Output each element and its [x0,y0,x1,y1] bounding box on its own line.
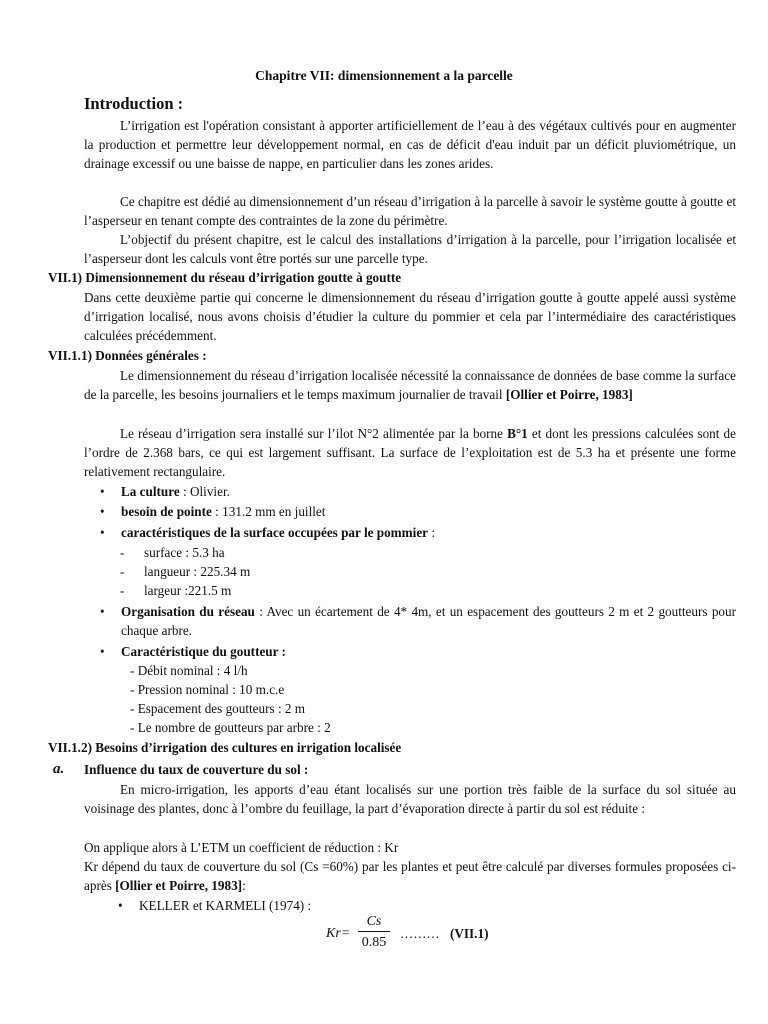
bullet-label: caractéristiques de la surface occupées par le pommier [121,525,429,540]
reseau-text-end: et dont les pressions calculées sont de l’ordre de 2.368 bars, ce qui est largement suffisant. La surface de l’exploitation est de 5.3 ha et présente une forme relativement rectangulaire. [84,426,736,479]
equation-lhs-symbol: Kr [326,926,341,941]
dash-marker: - [120,545,125,560]
bullet-icon: • [100,525,105,540]
fraction-bar [358,931,390,932]
reseau-text: Le réseau d’irrigation sera installé sur l’ilot N°2 alimentée par la borne [120,426,508,441]
goutteur-nombre: - Le nombre de goutteurs par arbre : 2 [130,720,331,735]
equation-leader-dots: ……… [400,926,440,941]
donnees-text: Le dimensionnement du réseau d’irrigation localisée nécessité la connaissance de données de base comme la surface de la parcelle, les besoins journaliers et le temps maximum journalier de travail [84,368,736,402]
intro-paragraph-3: L’objectif du présent chapitre, est le calcul des installations d’irrigation à la parcelle, pour l’irrigation localisée et l’asperseur dont les calculs vont être portés sur une parcelle type. [84,232,736,266]
donnees-paragraph-2 [84,424,736,481]
intro-paragraph-1: L’irrigation est l'opération consistant à apporter artificiellement de l’eau à des végétaux cultivés pour en augmenter la production et permettre leur développement normal, en cas de déficit d'eau induit par un déficit pluviométrique, un drainage excessif ou une baisse de nappe, en particulier dans les zones arides. [84,118,736,171]
equation-equals: = [340,926,351,941]
subsection-letter: a. [53,761,65,777]
borne-label: B°1 [507,426,528,441]
bullet-label: La culture [121,484,180,499]
bullet-value: KELLER et KARMELI (1974) : [139,898,312,913]
kr-text-end: : [242,878,246,893]
kr-text: Kr dépend du taux de couverture du sol (Cs =60%) par les plantes et peut être calculé par diverses formules proposées ci-après [84,859,736,893]
subsection-title: Influence du taux de couverture du sol : [84,762,309,777]
micro-irrigation-paragraph: En micro-irrigation, les apports d’eau étant localisés sur une portion très faible de la surface du sol située au voisinage des plantes, donc à l’ombre du feuillage, la part d’évaporation directe à partir du sol est réduite : [84,782,736,816]
section-heading-vii-1-2: VII.1.2) Besoins d’irrigation des cultures en irrigation localisée [48,740,402,755]
bullet-icon: • [100,644,105,659]
citation-ollier-2: [Ollier et Poirre, 1983] [115,878,243,893]
kr-paragraph [84,857,736,895]
donnees-paragraph-1 [84,366,736,404]
goutteur-pression: - Pression nominal : 10 m.c.e [130,682,285,697]
equation-numerator: Cs [366,914,382,929]
intro-paragraph-2: Ce chapitre est dédié au dimensionnement d’un réseau d’irrigation à la parcelle à savoir le système goutte à goutte et l’asperseur en tenant compte des contraintes de la zone du périmètre. [84,194,736,228]
bullet-icon: • [100,604,105,619]
equation-fraction [356,912,392,952]
bullet-icon: • [100,484,105,499]
chapter-title: Chapitre VII: dimensionnement a la parcelle [255,68,513,83]
equation-number: (VII.1) [450,926,489,941]
bullet-value: : Avec un écartement de 4* 4m, et un espacement des goutteurs 2 m et 2 goutteurs pour chaque arbre. [121,604,736,638]
bullet-label: Organisation du réseau [121,604,255,619]
introduction-heading: Introduction : [84,94,184,113]
section-heading-vii-1: VII.1) Dimensionnement du réseau d’irrigation goutte à goutte [48,270,402,285]
bullet-value: : 131.2 mm en juillet [211,504,326,519]
dash-text: langueur : 225.34 m [144,564,251,579]
etm-paragraph: On applique alors à L’ETM un coefficient de réduction : Kr [84,840,399,855]
bullet-value: : Olivier. [179,484,230,499]
equation-denominator: 0.85 [361,935,387,950]
section-paragraph: Dans cette deuxième partie qui concerne le dimensionnement du réseau d’irrigation goutte à goutte appelé aussi système d’irrigation localisé, nous avons choisis d’étudier la culture du pommier et cela par l’intermédiaire des caractéristiques calculées précédemment. [84,290,736,343]
goutteur-espacement: - Espacement des goutteurs : 2 m [130,701,306,716]
equation-lhs [326,924,350,943]
dash-marker: - [120,564,125,579]
section-heading-vii-1-1: VII.1.1) Données générales : [48,348,207,363]
dash-marker: - [120,583,125,598]
bullet-icon: • [118,898,123,913]
dash-text: largeur :221.5 m [144,583,232,598]
bullet-value: : [428,525,435,540]
goutteur-debit: - Débit nominal : 4 l/h [130,663,248,678]
bullet-label: besoin de pointe [121,504,212,519]
dash-text: surface : 5.3 ha [144,545,225,560]
citation-ollier: [Ollier et Poirre, 1983] [505,387,633,402]
bullet-label: Caractéristique du goutteur : [121,644,286,659]
equation-vii-1 [320,912,550,952]
bullet-icon: • [100,504,105,519]
